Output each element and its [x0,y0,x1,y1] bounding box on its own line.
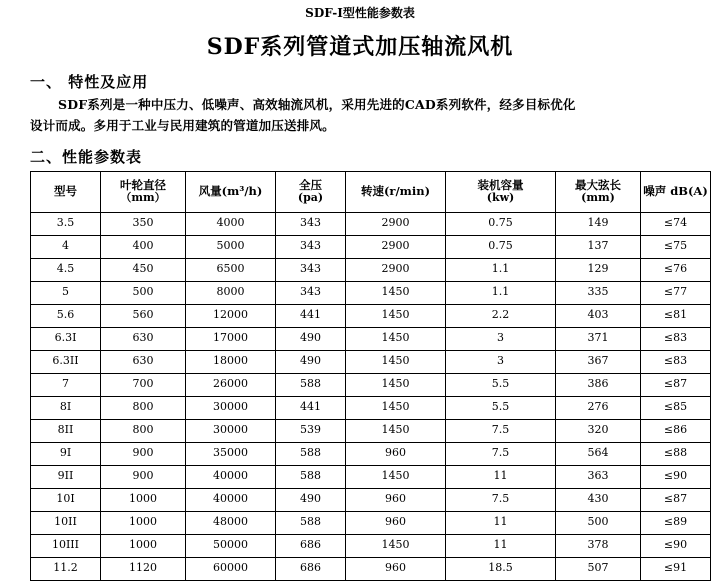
cell-max-chord-length: 367 [556,350,641,373]
cell-air-volume: 50000 [186,534,276,557]
column-header-air-volume-main: 风量(m³/h) [198,184,263,199]
cell-air-volume: 30000 [186,396,276,419]
table-row [31,465,711,488]
table-row [31,488,711,511]
cell-model: 4 [31,235,101,258]
table-row [31,419,711,442]
cell-impeller-diameter: 800 [101,419,186,442]
column-header-max-chord-length-main: 最大弦长 [575,177,621,192]
cell-impeller-diameter: 900 [101,465,186,488]
column-header-noise [641,171,711,212]
document-header: SDF-I型性能参数表 [305,6,415,20]
table-row [31,534,711,557]
cell-model: 5 [31,281,101,304]
cell-impeller-diameter: 1120 [101,557,186,580]
column-header-rotation-speed-main: 转速(r/min) [360,184,431,199]
cell-model: 5.6 [31,304,101,327]
cell-model: 9I [31,442,101,465]
table-row [31,373,711,396]
cell-max-chord-length: 335 [556,281,641,304]
cell-installed-capacity: 18.5 [446,557,556,580]
cell-noise: ≤75 [641,235,711,258]
cell-air-volume: 48000 [186,511,276,534]
column-header-total-pressure-main: 全压 [299,177,322,192]
cell-rotation-speed: 1450 [346,465,446,488]
cell-rotation-speed: 1450 [346,304,446,327]
cell-installed-capacity: 7.5 [446,419,556,442]
cell-air-volume: 40000 [186,488,276,511]
cell-rotation-speed: 960 [346,557,446,580]
section-heading-spec-table: 二、性能参数表 [30,147,143,166]
cell-noise: ≤87 [641,373,711,396]
column-header-impeller-diameter-main: 叶轮直径 [120,177,166,192]
cell-impeller-diameter: 1000 [101,511,186,534]
cell-total-pressure: 490 [276,327,346,350]
cell-max-chord-length: 507 [556,557,641,580]
cell-max-chord-length: 276 [556,396,641,419]
cell-model: 10I [31,488,101,511]
cell-max-chord-length: 149 [556,212,641,235]
cell-noise: ≤88 [641,442,711,465]
cell-impeller-diameter: 700 [101,373,186,396]
cell-installed-capacity: 0.75 [446,212,556,235]
cell-installed-capacity: 11 [446,534,556,557]
cell-model: 7 [31,373,101,396]
table-row [31,350,711,373]
cell-impeller-diameter: 350 [101,212,186,235]
cell-max-chord-length: 564 [556,442,641,465]
cell-rotation-speed: 2900 [346,212,446,235]
cell-total-pressure: 343 [276,258,346,281]
cell-max-chord-length: 430 [556,488,641,511]
cell-noise: ≤86 [641,419,711,442]
cell-rotation-speed: 2900 [346,235,446,258]
table-row [31,327,711,350]
cell-rotation-speed: 1450 [346,419,446,442]
cell-installed-capacity: 1.1 [446,281,556,304]
cell-rotation-speed: 960 [346,442,446,465]
cell-noise: ≤74 [641,212,711,235]
cell-total-pressure: 588 [276,373,346,396]
column-header-installed-capacity [446,171,556,212]
column-header-impeller-diameter [101,171,186,212]
column-header-total-pressure [276,171,346,212]
cell-max-chord-length: 320 [556,419,641,442]
cell-model: 8II [31,419,101,442]
cell-impeller-diameter: 1000 [101,534,186,557]
column-header-total-pressure-sub: (pa) [297,191,324,205]
cell-noise: ≤90 [641,465,711,488]
cell-impeller-diameter: 630 [101,350,186,373]
cell-max-chord-length: 378 [556,534,641,557]
cell-impeller-diameter: 500 [101,281,186,304]
cell-max-chord-length: 500 [556,511,641,534]
section-paragraph-line-2: 设计而成。多用于工业与民用建筑的管道加压送排风。 [30,118,335,134]
cell-max-chord-length: 386 [556,373,641,396]
cell-total-pressure: 441 [276,396,346,419]
cell-max-chord-length: 129 [556,258,641,281]
table-row [31,212,711,235]
column-header-installed-capacity-sub: (kw) [486,191,515,205]
cell-noise: ≤76 [641,258,711,281]
cell-rotation-speed: 2900 [346,258,446,281]
table-row [31,281,711,304]
cell-model: 11.2 [31,557,101,580]
cell-installed-capacity: 3 [446,350,556,373]
cell-installed-capacity: 1.1 [446,258,556,281]
cell-air-volume: 8000 [186,281,276,304]
cell-model: 4.5 [31,258,101,281]
table-row [31,396,711,419]
table-row [31,557,711,580]
cell-air-volume: 60000 [186,557,276,580]
cell-total-pressure: 588 [276,442,346,465]
cell-air-volume: 30000 [186,419,276,442]
cell-installed-capacity: 11 [446,511,556,534]
cell-air-volume: 18000 [186,350,276,373]
cell-rotation-speed: 1450 [346,396,446,419]
cell-total-pressure: 686 [276,534,346,557]
cell-air-volume: 4000 [186,212,276,235]
cell-noise: ≤89 [641,511,711,534]
cell-noise: ≤77 [641,281,711,304]
cell-total-pressure: 588 [276,511,346,534]
cell-max-chord-length: 137 [556,235,641,258]
column-header-impeller-diameter-sub: （mm） [120,191,166,205]
column-header-air-volume [186,171,276,212]
cell-installed-capacity: 3 [446,327,556,350]
cell-max-chord-length: 371 [556,327,641,350]
cell-rotation-speed: 960 [346,488,446,511]
cell-air-volume: 6500 [186,258,276,281]
cell-total-pressure: 588 [276,465,346,488]
cell-model: 6.3II [31,350,101,373]
cell-max-chord-length: 403 [556,304,641,327]
column-header-max-chord-length-sub: (mm) [581,191,615,205]
column-header-rotation-speed [346,171,446,212]
cell-rotation-speed: 1450 [346,373,446,396]
cell-noise: ≤87 [641,488,711,511]
cell-total-pressure: 343 [276,212,346,235]
cell-model: 6.3I [31,327,101,350]
cell-rotation-speed: 1450 [346,350,446,373]
cell-impeller-diameter: 1000 [101,488,186,511]
cell-impeller-diameter: 800 [101,396,186,419]
cell-installed-capacity: 0.75 [446,235,556,258]
section-heading-features: 一、 特性及应用 [30,73,149,91]
page-title: SDF系列管道式加压轴流风机 [206,34,514,60]
cell-installed-capacity: 11 [446,465,556,488]
column-header-max-chord-length [556,171,641,212]
cell-noise: ≤91 [641,557,711,580]
cell-max-chord-length: 363 [556,465,641,488]
cell-rotation-speed: 1450 [346,281,446,304]
cell-impeller-diameter: 400 [101,235,186,258]
cell-air-volume: 5000 [186,235,276,258]
cell-model: 10II [31,511,101,534]
table-header-row [31,171,711,212]
cell-noise: ≤85 [641,396,711,419]
column-header-model [31,171,101,212]
cell-impeller-diameter: 560 [101,304,186,327]
cell-installed-capacity: 2.2 [446,304,556,327]
cell-installed-capacity: 5.5 [446,396,556,419]
cell-impeller-diameter: 900 [101,442,186,465]
cell-total-pressure: 441 [276,304,346,327]
cell-air-volume: 26000 [186,373,276,396]
cell-total-pressure: 490 [276,488,346,511]
cell-total-pressure: 490 [276,350,346,373]
cell-impeller-diameter: 630 [101,327,186,350]
cell-total-pressure: 686 [276,557,346,580]
table-row [31,235,711,258]
cell-impeller-diameter: 450 [101,258,186,281]
cell-installed-capacity: 7.5 [446,442,556,465]
cell-total-pressure: 343 [276,235,346,258]
column-header-installed-capacity-main: 装机容量 [477,177,524,192]
cell-rotation-speed: 1450 [346,534,446,557]
cell-model: 8I [31,396,101,419]
cell-rotation-speed: 960 [346,511,446,534]
table-row [31,442,711,465]
cell-rotation-speed: 1450 [346,327,446,350]
cell-total-pressure: 343 [276,281,346,304]
table-row [31,511,711,534]
cell-installed-capacity: 5.5 [446,373,556,396]
cell-air-volume: 17000 [186,327,276,350]
cell-air-volume: 35000 [186,442,276,465]
cell-model: 10III [31,534,101,557]
cell-air-volume: 40000 [186,465,276,488]
column-header-model-main: 型号 [54,184,77,199]
cell-noise: ≤81 [641,304,711,327]
cell-model: 3.5 [31,212,101,235]
cell-air-volume: 12000 [186,304,276,327]
column-header-noise-main: 噪声 dB(A) [643,184,708,199]
table-row [31,304,711,327]
table-row [31,258,711,281]
cell-noise: ≤83 [641,327,711,350]
cell-total-pressure: 539 [276,419,346,442]
section-paragraph-line-1: SDF系列是一种中压力、低噪声、高效轴流风机，采用先进的CAD系列软件，经多目标优化 [58,97,576,112]
cell-noise: ≤83 [641,350,711,373]
performance-parameter-table [30,171,711,581]
cell-installed-capacity: 7.5 [446,488,556,511]
cell-noise: ≤90 [641,534,711,557]
cell-model: 9II [31,465,101,488]
